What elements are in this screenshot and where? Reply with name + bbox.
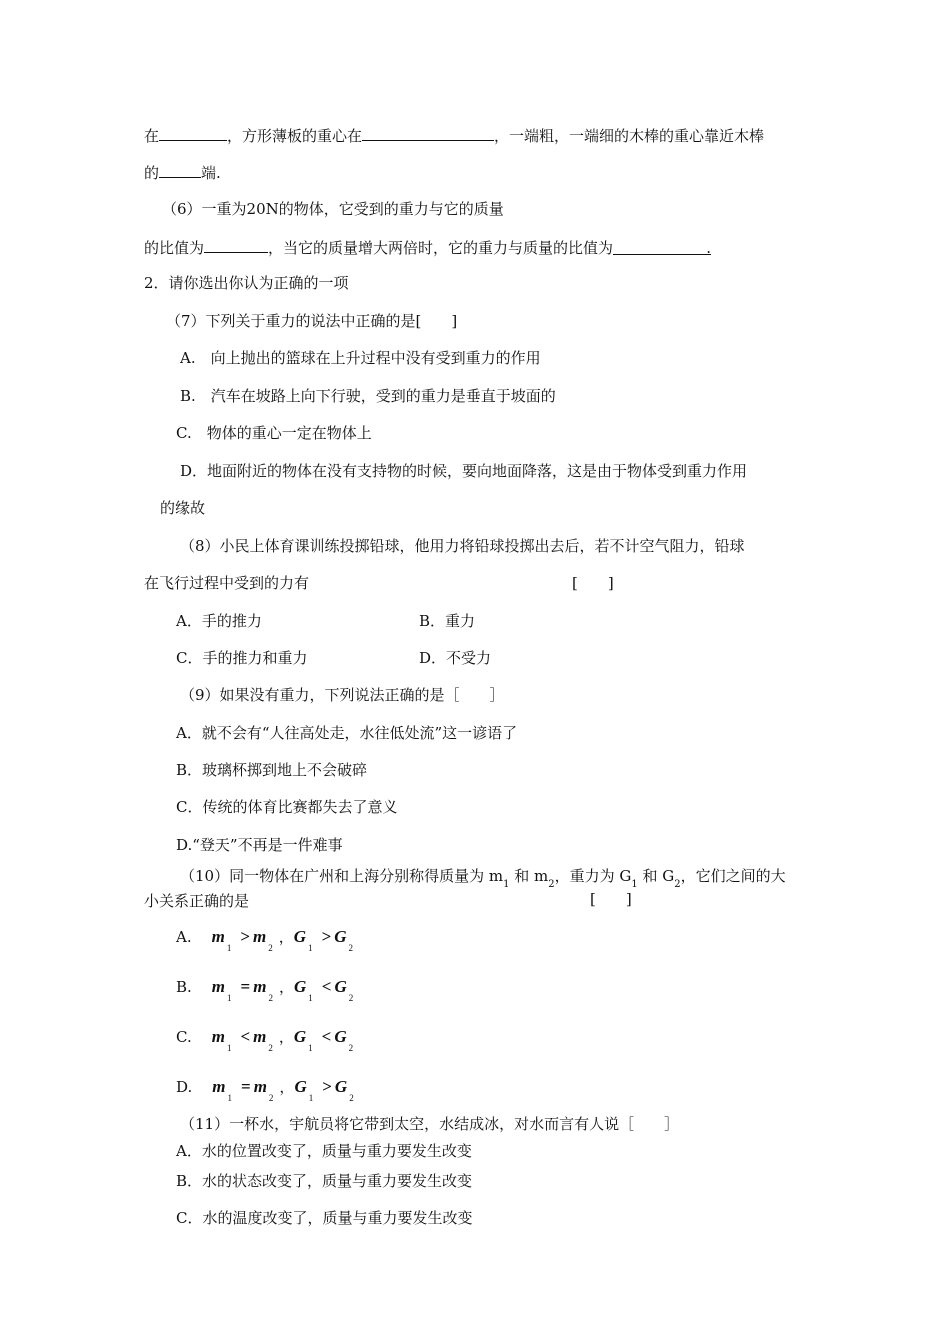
section-2-heading: 2．请你选出你认为正确的一项	[144, 274, 349, 292]
option-label: D.	[176, 1078, 193, 1096]
formula	[293, 927, 359, 953]
question-7-option-b[interactable]: B. 汽车在坡路上向下行驶，受到的重力是垂直于坡面的	[180, 387, 556, 405]
question-7-option-a[interactable]: A. 向上抛出的篮球在上升过程中没有受到重力的作用	[180, 349, 541, 367]
q6-end: .	[706, 239, 712, 257]
subscript: 2	[268, 993, 273, 1003]
option-label: A.	[176, 928, 192, 946]
subscript: 2	[268, 1043, 273, 1053]
variable-g: G	[293, 927, 307, 946]
question-11-option-b[interactable]: B．水的状态改变了，质量与重力要发生改变	[176, 1172, 473, 1190]
subscript: 1	[227, 993, 232, 1003]
variable-g: G	[293, 977, 307, 996]
variable-g: G	[334, 1027, 347, 1046]
variable-m: m	[211, 1027, 225, 1046]
formula	[211, 977, 279, 1003]
question-10-option-c[interactable]	[176, 1027, 359, 1053]
question-9-option-b[interactable]: B．玻璃杯掷到地上不会破碎	[176, 761, 368, 779]
formula	[211, 927, 279, 953]
answer-blank[interactable]	[613, 238, 711, 255]
subscript: 2	[348, 1043, 354, 1053]
subscript: 1	[227, 1093, 232, 1103]
question-7-stem: （7）下列关于重力的说法中正确的是[ ]	[166, 312, 458, 330]
fill-line-2-prefix: 的	[144, 164, 160, 182]
subscript: 2	[674, 879, 681, 890]
variable-m: m	[212, 1077, 226, 1096]
variable-m: m	[211, 927, 225, 946]
question-9-option-c[interactable]: C．传统的体育比赛都失去了意义	[176, 798, 398, 816]
variable-g: G	[334, 977, 347, 996]
option-label: B.	[176, 978, 192, 996]
subscript: 2	[268, 943, 273, 953]
question-9-stem: （9）如果没有重力，下列说法正确的是［ ］	[180, 686, 505, 704]
variable-g: G	[293, 1027, 307, 1046]
subscript: 2	[348, 993, 354, 1003]
question-8-option-c[interactable]: C．手的推力和重力	[176, 649, 308, 667]
operator: =	[241, 1077, 251, 1096]
question-10-option-a[interactable]	[176, 927, 359, 953]
separator: ，	[278, 928, 294, 946]
q10-stem-part: ，它们之间的大	[680, 867, 786, 885]
question-8-answer-bracket[interactable]: [ ]	[572, 574, 614, 592]
question-11-option-a[interactable]: A．水的位置改变了，质量与重力要发生改变	[176, 1142, 472, 1160]
question-8-stem: （8）小民上体育课训练投掷铅球，他用力将铅球投掷出去后，若不计空气阻力，铅球	[180, 537, 745, 555]
q10-stem-part: （10）同一物体在广州和上海分别称得质量为 m	[180, 867, 504, 885]
fill-line-1	[144, 124, 764, 146]
subscript: 2	[349, 1093, 354, 1103]
formula	[293, 977, 359, 1003]
question-7-option-d-continuation: 的缘故	[160, 499, 206, 517]
question-10-answer-bracket[interactable]: [ ]	[590, 890, 632, 908]
variable-m: m	[211, 977, 226, 996]
formula	[212, 1077, 279, 1103]
question-9-option-a[interactable]: A．就不会有“人往高处走，水往低处流”这一谚语了	[176, 724, 518, 742]
variable-m: m	[253, 1027, 267, 1046]
fill-line-2	[144, 161, 221, 183]
operator: <	[321, 977, 332, 996]
operator: <	[240, 1027, 251, 1046]
question-10-stem	[180, 866, 786, 889]
question-10-continuation: 小关系正确的是	[144, 892, 250, 910]
question-11-option-c[interactable]: C．水的温度改变了，质量与重力要发生改变	[176, 1209, 473, 1227]
separator: ，	[278, 978, 294, 996]
question-7-option-c[interactable]: C. 物体的重心一定在物体上	[176, 424, 372, 442]
fill-line-1-prefix: 在	[144, 127, 160, 145]
subscript: 1	[308, 1093, 314, 1103]
question-8-option-b[interactable]: B．重力	[419, 612, 476, 630]
subscript: 2	[268, 1093, 274, 1103]
question-8-option-a[interactable]: A．手的推力	[176, 612, 262, 630]
answer-blank[interactable]	[159, 124, 227, 141]
q6-prefix: 的比值为	[144, 239, 205, 257]
subscript: 1	[226, 943, 232, 953]
subscript: 2	[548, 879, 555, 890]
operator: =	[240, 977, 251, 996]
option-label: C.	[176, 1028, 192, 1046]
fill-line-2-suffix: 端.	[201, 164, 221, 182]
formula	[211, 1027, 279, 1053]
operator: <	[321, 1027, 332, 1046]
question-8-continuation: 在飞行过程中受到的力有	[144, 574, 310, 592]
question-10-option-b[interactable]	[176, 977, 359, 1003]
question-9-option-d[interactable]: D.“登天”不再是一件难事	[176, 836, 343, 854]
subscript: 1	[226, 1043, 232, 1053]
q10-stem-part: ，重力为 G	[554, 867, 632, 885]
subscript: 1	[503, 879, 510, 890]
q6-middle: ，当它的质量增大两倍时，它的重力与质量的比值为	[268, 239, 614, 257]
variable-g: G	[334, 1077, 348, 1096]
separator: ，	[279, 1078, 295, 1096]
question-6-stem: （6）一重为20N的物体，它受到的重力与它的质量	[162, 200, 504, 218]
answer-blank[interactable]	[159, 161, 201, 178]
question-8-option-d[interactable]: D．不受力	[419, 649, 492, 667]
operator: >	[240, 927, 251, 946]
subscript: 1	[631, 879, 638, 890]
answer-blank[interactable]	[204, 236, 268, 253]
formula	[294, 1077, 359, 1103]
variable-g: G	[294, 1077, 307, 1096]
q10-stem-part: 和 m	[509, 867, 549, 885]
subscript: 2	[348, 943, 354, 953]
subscript: 1	[308, 1043, 313, 1053]
variable-g: G	[334, 927, 347, 946]
fill-line-1-suffix: ，一端粗，一端细的木棒的重心靠近木棒	[494, 127, 765, 145]
answer-blank[interactable]	[362, 124, 494, 141]
separator: ，	[278, 1028, 294, 1046]
formula	[293, 1027, 359, 1053]
question-7-option-d[interactable]: D．地面附近的物体在没有支持物的时候，要向地面降落，这是由于物体受到重力作用	[180, 462, 748, 480]
variable-m: m	[253, 977, 267, 996]
operator: >	[321, 927, 332, 946]
q10-stem-part: 和 G	[637, 867, 675, 885]
question-10-option-d[interactable]	[176, 1077, 360, 1103]
subscript: 1	[308, 943, 313, 953]
operator: >	[322, 1077, 332, 1096]
question-11-stem: （11）一杯水，宇航员将它带到太空，水结成冰，对水而言有人说［ ］	[180, 1115, 680, 1133]
question-6-continuation	[144, 236, 711, 258]
variable-m: m	[253, 927, 267, 946]
fill-line-1-middle: ，方形薄板的重心在	[227, 127, 363, 145]
subscript: 1	[308, 993, 313, 1003]
variable-m: m	[253, 1077, 267, 1096]
